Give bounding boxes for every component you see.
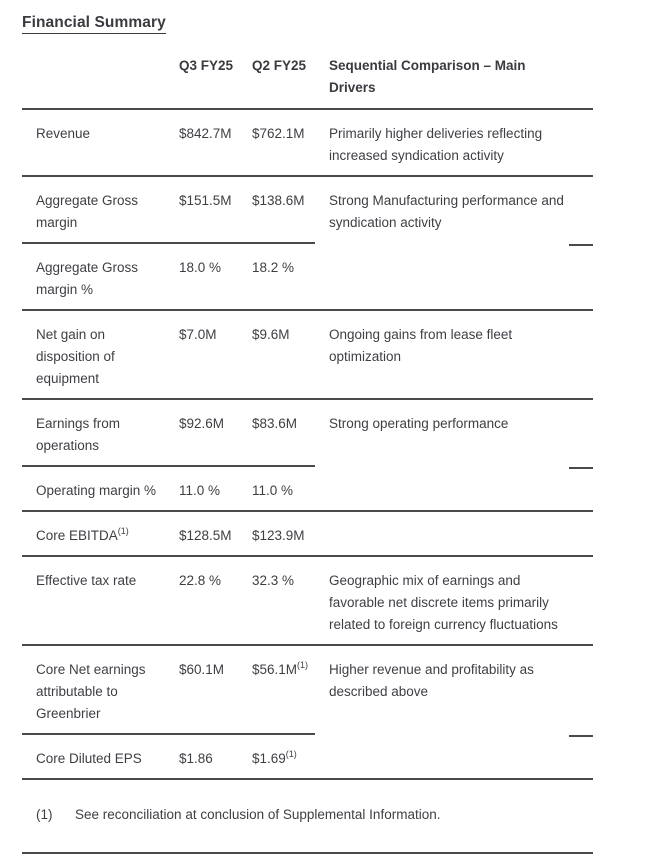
q2-value-text: $56.1M xyxy=(252,662,298,677)
row-aggregate-gross-margin xyxy=(22,177,593,242)
row-separator xyxy=(22,555,593,557)
q2-value: $9.6M xyxy=(252,327,290,342)
page-bottom-rule xyxy=(22,852,593,854)
metric-label: Core Net earnings attributable to Greenbrier xyxy=(36,662,146,721)
q2-value: $83.6M xyxy=(252,416,298,431)
footnote xyxy=(22,804,593,826)
metric-label: Net gain on disposition of equipment xyxy=(36,327,115,386)
header-q2-fy25: Q2 FY25 xyxy=(252,58,307,73)
metric-label: Core Diluted EPS xyxy=(36,751,142,766)
table-bottom-rule xyxy=(22,778,593,780)
row-net-gain-disposition xyxy=(22,311,593,398)
row-core-diluted-eps xyxy=(22,735,593,778)
header-q3-fy25: Q3 FY25 xyxy=(179,58,234,73)
header-sequential-comparison: Sequential Comparison – Main Drivers xyxy=(329,58,526,95)
row-separator xyxy=(22,644,593,646)
footnote-ref: (1) xyxy=(297,659,309,670)
q3-value: 11.0 % xyxy=(179,483,221,498)
financial-summary-table xyxy=(22,36,593,780)
row-separator xyxy=(22,175,593,177)
driver-text: Strong Manufacturing performance and syndication activity xyxy=(329,193,564,230)
table-header-row xyxy=(22,36,593,108)
q2-value: $762.1M xyxy=(252,126,305,141)
row-separator xyxy=(22,309,593,311)
row-operating-margin-pct xyxy=(22,467,593,510)
metric-label: Aggregate Gross margin xyxy=(36,193,139,230)
footnote-ref: (1) xyxy=(285,748,297,759)
row-separator-partial xyxy=(22,242,593,244)
driver-text: Geographic mix of earnings and favorable net discrete items primarily related to foreign currency fluctuations xyxy=(329,573,558,632)
row-earnings-from-operations xyxy=(22,400,593,465)
driver-text: Higher revenue and profitability as described above xyxy=(329,662,534,699)
row-separator xyxy=(22,398,593,400)
page-title: Financial Summary xyxy=(22,14,166,34)
q3-value: $92.6M xyxy=(179,416,225,431)
row-separator-partial xyxy=(22,733,593,735)
q2-value xyxy=(252,659,315,681)
q2-value: 11.0 % xyxy=(252,483,294,498)
row-core-net-earnings xyxy=(22,646,593,733)
driver-text: Primarily higher deliveries reflecting increased syndication activity xyxy=(329,126,543,163)
row-aggregate-gross-margin-pct xyxy=(22,244,593,309)
footnote-text: See reconciliation at conclusion of Supplemental Information. xyxy=(75,807,441,822)
footnote-ref: (1) xyxy=(117,525,129,536)
metric-label: Operating margin % xyxy=(36,483,157,498)
row-separator xyxy=(22,510,593,512)
q2-value: 32.3 % xyxy=(252,573,295,588)
q3-value: 18.0 % xyxy=(179,260,222,275)
q3-value: $60.1M xyxy=(179,662,225,677)
q2-value: 18.2 % xyxy=(252,260,295,275)
metric-label: Revenue xyxy=(36,126,91,141)
metric-label-text: Core EBITDA xyxy=(36,528,118,543)
metric-label: Effective tax rate xyxy=(36,573,137,588)
q3-value: $151.5M xyxy=(179,193,232,208)
row-effective-tax-rate xyxy=(22,557,593,644)
q2-value xyxy=(252,748,315,770)
row-separator-partial xyxy=(22,465,593,467)
q2-value: $138.6M xyxy=(252,193,305,208)
driver-text: Ongoing gains from lease fleet optimization xyxy=(329,327,513,364)
footnote-marker: (1) xyxy=(36,807,53,822)
q2-value: $123.9M xyxy=(252,528,305,543)
q3-value: $7.0M xyxy=(179,327,217,342)
row-revenue xyxy=(22,110,593,175)
q3-value: 22.8 % xyxy=(179,573,222,588)
q3-value: $842.7M xyxy=(179,126,232,141)
metric-label: Aggregate Gross margin % xyxy=(36,260,139,297)
row-core-ebitda xyxy=(22,512,593,555)
header-rule xyxy=(22,108,593,110)
q3-value: $128.5M xyxy=(179,528,232,543)
driver-text: Strong operating performance xyxy=(329,416,509,431)
q2-value-text: $1.69 xyxy=(252,751,286,766)
metric-label: Earnings from operations xyxy=(36,416,121,453)
metric-label xyxy=(22,525,179,547)
q3-value: $1.86 xyxy=(179,751,213,766)
